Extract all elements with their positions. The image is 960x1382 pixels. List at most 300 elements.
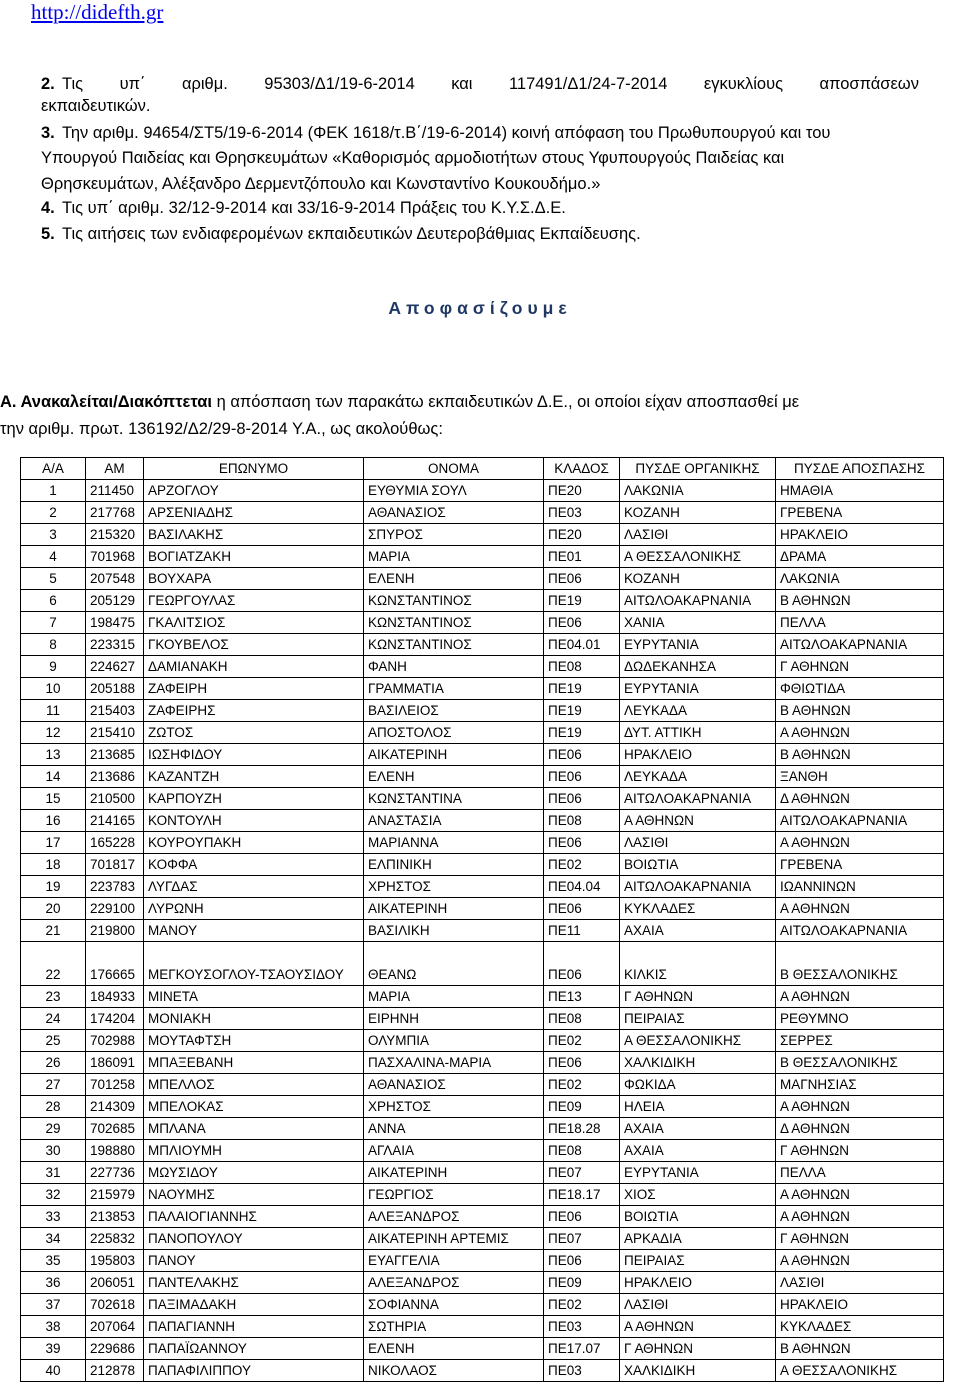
- table-cell: 10: [21, 678, 86, 700]
- table-cell: ΧΑΝΙΑ: [620, 612, 776, 634]
- item-2-line-2: εκπαιδευτικών.: [41, 97, 151, 115]
- table-cell: Α ΑΘΗΝΩΝ: [620, 1316, 776, 1338]
- table-cell: 22: [21, 942, 86, 986]
- table-cell: ΠΕΛΛΑ: [776, 612, 944, 634]
- table-cell: 6: [21, 590, 86, 612]
- table-cell: 702988: [86, 1030, 144, 1052]
- table-cell: ΒΑΣΙΛΑΚΗΣ: [144, 524, 364, 546]
- table-cell: ΙΩΑΝΝΙΝΩΝ: [776, 876, 944, 898]
- table-cell: 33: [21, 1206, 86, 1228]
- table-cell: Α ΑΘΗΝΩΝ: [776, 1250, 944, 1272]
- section-a-line-2: την αριθμ. πρωτ. 136192/Δ2/29-8-2014 Υ.Α., ως ακολούθως:: [0, 420, 443, 438]
- table-cell: Γ ΑΘΗΝΩΝ: [620, 986, 776, 1008]
- table-cell: ΠΕ19: [544, 700, 620, 722]
- table-cell: 213686: [86, 766, 144, 788]
- table-cell: ΜΠΑΞΕΒΑΝΗ: [144, 1052, 364, 1074]
- table-row: [21, 1250, 944, 1272]
- item-2-word: αποσπάσεων: [819, 75, 919, 93]
- table-cell: ΑΙΚΑΤΕΡΙΝΗ: [364, 898, 544, 920]
- table-cell: ΑΧΑΙΑ: [620, 1118, 776, 1140]
- table-cell: 11: [21, 700, 86, 722]
- table-cell: ΛΑΣΙΘΙ: [776, 1272, 944, 1294]
- table-cell: ΠΕ20: [544, 480, 620, 502]
- table-cell: ΑΧΑΙΑ: [620, 1140, 776, 1162]
- table-cell: ΧΑΛΚΙΔΙΚΗ: [620, 1360, 776, 1382]
- item-3-line-2: Υπουργού Παιδείας και Θρησκευμάτων «Καθορισμός αρμοδιοτήτων στους Υφυπουργούς Παιδείας και: [41, 149, 785, 167]
- table-cell: ΕΛΕΝΗ: [364, 1338, 544, 1360]
- section-a-lead: Α. Ανακαλείται/Διακόπτεται: [0, 393, 213, 411]
- table-cell: 701817: [86, 854, 144, 876]
- table-cell: ΓΡΕΒΕΝΑ: [776, 502, 944, 524]
- table-cell: ΠΑΣΧΑΛΙΝΑ-ΜΑΡΙΑ: [364, 1052, 544, 1074]
- table-cell: ΛΥΓΔΑΣ: [144, 876, 364, 898]
- table-cell: ΓΕΩΡΓΟΥΛΑΣ: [144, 590, 364, 612]
- item-2-word: εγκυκλίους: [703, 75, 784, 93]
- table-row: [21, 656, 944, 678]
- table-cell: ΑΡΚΑΔΙΑ: [620, 1228, 776, 1250]
- column-header: ΠΥΣΔΕ ΟΡΓΑΝΙΚΗΣ: [620, 458, 776, 480]
- table-cell: 213685: [86, 744, 144, 766]
- item-2-line-1: [62, 73, 919, 95]
- table-cell: ΧΙΟΣ: [620, 1184, 776, 1206]
- table-cell: ΛΑΣΙΘΙ: [620, 1294, 776, 1316]
- item-4-text: Τις υπ΄ αριθμ. 32/12-9-2014 και 33/16-9-2014 Πράξεις του Κ.Υ.Σ.Δ.Ε.: [62, 199, 566, 217]
- table-cell: 32: [21, 1184, 86, 1206]
- table-cell: ΠΕ18.28: [544, 1118, 620, 1140]
- table-cell: ΠΕ02: [544, 1074, 620, 1096]
- table-row: [21, 1052, 944, 1074]
- item-3-line-1: Την αριθμ. 94654/ΣΤ5/19-6-2014 (ΦΕΚ 1618/τ.Β΄/19-6-2014) κοινή απόφαση του Πρωθυπουργού και του: [62, 124, 831, 142]
- table-row: [21, 1162, 944, 1184]
- table-cell: ΛΕΥΚΑΔΑ: [620, 700, 776, 722]
- header-link[interactable]: http://didefth.gr: [31, 0, 164, 24]
- table-cell: ΕΛΠΙΝΙΚΗ: [364, 854, 544, 876]
- table-cell: 215403: [86, 700, 144, 722]
- table-cell: 214165: [86, 810, 144, 832]
- item-2-word: αριθμ.: [181, 75, 228, 93]
- table-cell: 702618: [86, 1294, 144, 1316]
- table-cell: Α ΑΘΗΝΩΝ: [776, 1206, 944, 1228]
- table-cell: ΠΑΠΑΦΙΛΙΠΠΟΥ: [144, 1360, 364, 1382]
- table-cell: Α ΑΘΗΝΩΝ: [776, 986, 944, 1008]
- table-cell: ΠΕ11: [544, 920, 620, 942]
- table-cell: ΑΙΤΩΛΟΑΚΑΡΝΑΝΙΑ: [620, 788, 776, 810]
- table-cell: 225832: [86, 1228, 144, 1250]
- decision-heading: Αποφασίζουμε: [388, 298, 572, 318]
- table-cell: ΠΕ03: [544, 1360, 620, 1382]
- table-cell: 217768: [86, 502, 144, 524]
- table-cell: 198475: [86, 612, 144, 634]
- table-row: [21, 810, 944, 832]
- table-cell: 211450: [86, 480, 144, 502]
- table-cell: ΕΛΕΝΗ: [364, 766, 544, 788]
- table-cell: 21: [21, 920, 86, 942]
- section-a-line-1: [0, 391, 799, 413]
- table-cell: ΛΑΚΩΝΙΑ: [776, 568, 944, 590]
- table-cell: ΔΥΤ. ΑΤΤΙΚΗ: [620, 722, 776, 744]
- table-cell: ΜΑΡΙΑ: [364, 986, 544, 1008]
- table-row: [21, 1228, 944, 1250]
- table-cell: 9: [21, 656, 86, 678]
- table-cell: Α ΑΘΗΝΩΝ: [776, 1096, 944, 1118]
- table-cell: ΠΑΠΑΓΙΑΝΝΗ: [144, 1316, 364, 1338]
- table-cell: ΠΕ08: [544, 810, 620, 832]
- table-cell: ΣΟΦΙΑΝΝΑ: [364, 1294, 544, 1316]
- item-3-number: 3.: [41, 124, 55, 142]
- table-cell: ΒΑΣΙΛΕΙΟΣ: [364, 700, 544, 722]
- table-cell: ΑΧΑΙΑ: [620, 920, 776, 942]
- table-row: [21, 854, 944, 876]
- table-cell: ΚΟΖΑΝΗ: [620, 568, 776, 590]
- table-cell: ΜΑΡΙΑΝΝΑ: [364, 832, 544, 854]
- table-cell: 14: [21, 766, 86, 788]
- table-cell: 30: [21, 1140, 86, 1162]
- item-2-word: 117491/Δ1/24-7-2014: [508, 75, 668, 93]
- table-cell: ΚΩΝΣΤΑΝΤΙΝΟΣ: [364, 590, 544, 612]
- table-cell: ΜΠΛΙΟΥΜΗ: [144, 1140, 364, 1162]
- table-cell: ΠΕ09: [544, 1272, 620, 1294]
- table-cell: ΧΑΛΚΙΔΙΚΗ: [620, 1052, 776, 1074]
- table-cell: ΠΕ03: [544, 502, 620, 524]
- table-cell: ΒΑΣΙΛΙΚΗ: [364, 920, 544, 942]
- table-cell: ΠΕ02: [544, 854, 620, 876]
- table-cell: 39: [21, 1338, 86, 1360]
- table-cell: ΑΡΖΟΓΛΟΥ: [144, 480, 364, 502]
- table-cell: ΚΟΝΤΟΥΛΗ: [144, 810, 364, 832]
- table-row: [21, 766, 944, 788]
- table-cell: 34: [21, 1228, 86, 1250]
- table-cell: ΒΟΙΩΤΙΑ: [620, 1206, 776, 1228]
- table-cell: ΚΩΝΣΤΑΝΤΙΝΑ: [364, 788, 544, 810]
- table-cell: ΠΕ06: [544, 1052, 620, 1074]
- table-cell: ΓΕΩΡΓΙΟΣ: [364, 1184, 544, 1206]
- table-cell: ΔΩΔΕΚΑΝΗΣΑ: [620, 656, 776, 678]
- table-cell: ΠΕ06: [544, 1250, 620, 1272]
- table-cell: ΠΕ04.01: [544, 634, 620, 656]
- table-cell: 7: [21, 612, 86, 634]
- item-2-word: και: [451, 75, 473, 93]
- table-cell: ΠΕ04.04: [544, 876, 620, 898]
- table-cell: Γ ΑΘΗΝΩΝ: [776, 1228, 944, 1250]
- table-row: [21, 1096, 944, 1118]
- table-cell: Γ ΑΘΗΝΩΝ: [776, 1140, 944, 1162]
- table-cell: 207064: [86, 1316, 144, 1338]
- table-cell: 229686: [86, 1338, 144, 1360]
- table-cell: ΠΕ08: [544, 1008, 620, 1030]
- table-cell: 31: [21, 1162, 86, 1184]
- table-cell: 198880: [86, 1140, 144, 1162]
- table-cell: ΖΩΤΟΣ: [144, 722, 364, 744]
- table-row: [21, 1338, 944, 1360]
- table-cell: Β ΑΘΗΝΩΝ: [776, 590, 944, 612]
- table-cell: 29: [21, 1118, 86, 1140]
- table-cell: 13: [21, 744, 86, 766]
- table-row: [21, 1184, 944, 1206]
- table-cell: 219800: [86, 920, 144, 942]
- table-cell: ΕΥΑΓΓΕΛΙΑ: [364, 1250, 544, 1272]
- table-row: [21, 1118, 944, 1140]
- table-cell: ΜΟΥΤΑΦΤΣΗ: [144, 1030, 364, 1052]
- table-row: [21, 722, 944, 744]
- table-cell: Δ ΑΘΗΝΩΝ: [776, 1118, 944, 1140]
- table-cell: 214309: [86, 1096, 144, 1118]
- table-cell: ΜΑΓΝΗΣΙΑΣ: [776, 1074, 944, 1096]
- table-cell: ΓΡΑΜΜΑΤΙΑ: [364, 678, 544, 700]
- table-cell: Β ΑΘΗΝΩΝ: [776, 700, 944, 722]
- table-cell: ΗΡΑΚΛΕΙΟ: [620, 744, 776, 766]
- table-cell: ΚΙΛΚΙΣ: [620, 942, 776, 986]
- column-header: ΚΛΑΔΟΣ: [544, 458, 620, 480]
- table-row: [21, 942, 944, 986]
- table-cell: ΧΡΗΣΤΟΣ: [364, 876, 544, 898]
- table-cell: Β ΑΘΗΝΩΝ: [776, 744, 944, 766]
- table-cell: ΠΕ17.07: [544, 1338, 620, 1360]
- table-cell: Α ΑΘΗΝΩΝ: [776, 898, 944, 920]
- table-cell: ΑΝΑΣΤΑΣΙΑ: [364, 810, 544, 832]
- table-cell: 227736: [86, 1162, 144, 1184]
- table-row: [21, 1272, 944, 1294]
- table-cell: 36: [21, 1272, 86, 1294]
- table-cell: ΠΕ06: [544, 832, 620, 854]
- table-cell: 215979: [86, 1184, 144, 1206]
- table-cell: 215320: [86, 524, 144, 546]
- table-row: [21, 502, 944, 524]
- table-cell: ΠΕ02: [544, 1030, 620, 1052]
- table-cell: ΑΡΣΕΝΙΑΔΗΣ: [144, 502, 364, 524]
- table-cell: ΑΙΤΩΛΟΑΚΑΡΝΑΝΙΑ: [776, 634, 944, 656]
- table-cell: ΠΕ20: [544, 524, 620, 546]
- table-cell: ΚΟΦΦΑ: [144, 854, 364, 876]
- column-header: ΑΜ: [86, 458, 144, 480]
- table-cell: ΠΕ06: [544, 788, 620, 810]
- table-cell: 174204: [86, 1008, 144, 1030]
- table-row: [21, 986, 944, 1008]
- table-cell: Γ ΑΘΗΝΩΝ: [620, 1338, 776, 1360]
- table-cell: ΠΕ02: [544, 1294, 620, 1316]
- table-cell: ΛΑΣΙΘΙ: [620, 832, 776, 854]
- table-cell: 26: [21, 1052, 86, 1074]
- table-cell: ΕΛΕΝΗ: [364, 568, 544, 590]
- table-cell: Α ΑΘΗΝΩΝ: [620, 810, 776, 832]
- table-cell: ΠΕ18.17: [544, 1184, 620, 1206]
- table-cell: ΓΡΕΒΕΝΑ: [776, 854, 944, 876]
- table-row: [21, 1360, 944, 1382]
- table-cell: ΟΛΥΜΠΙΑ: [364, 1030, 544, 1052]
- table-cell: 20: [21, 898, 86, 920]
- table-row: [21, 920, 944, 942]
- table-cell: 195803: [86, 1250, 144, 1272]
- table-cell: 701968: [86, 546, 144, 568]
- table-cell: 210500: [86, 788, 144, 810]
- table-cell: 206051: [86, 1272, 144, 1294]
- table-cell: ΑΙΚΑΤΕΡΙΝΗ: [364, 744, 544, 766]
- table-cell: ΠΕ06: [544, 744, 620, 766]
- teachers-table: [20, 457, 944, 1382]
- table-cell: ΜΙΝΕΤΑ: [144, 986, 364, 1008]
- table-cell: ΓΚΟΥΒΕΛΟΣ: [144, 634, 364, 656]
- table-cell: ΜΠΛΑΝΑ: [144, 1118, 364, 1140]
- table-cell: ΛΑΣΙΘΙ: [620, 524, 776, 546]
- item-4-number: 4.: [41, 199, 55, 217]
- table-cell: ΗΡΑΚΛΕΙΟ: [620, 1272, 776, 1294]
- table-cell: ΕΥΡΥΤΑΝΙΑ: [620, 678, 776, 700]
- table-cell: 1: [21, 480, 86, 502]
- item-5-number: 5.: [41, 225, 55, 243]
- table-cell: ΠΕ07: [544, 1228, 620, 1250]
- item-3-line-3: Θρησκευμάτων, Αλέξανδρο Δερμεντζόπουλο και Κωνσταντίνο Κουκουδήμο.»: [41, 175, 601, 193]
- table-cell: Γ ΑΘΗΝΩΝ: [776, 656, 944, 678]
- table-cell: 224627: [86, 656, 144, 678]
- table-row: [21, 568, 944, 590]
- item-2-number: 2.: [41, 75, 55, 93]
- table-cell: ΗΡΑΚΛΕΙΟ: [776, 524, 944, 546]
- table-cell: 19: [21, 876, 86, 898]
- table-row: [21, 546, 944, 568]
- table-cell: ΑΘΑΝΑΣΙΟΣ: [364, 1074, 544, 1096]
- table-row: [21, 1316, 944, 1338]
- table-cell: ΑΘΑΝΑΣΙΟΣ: [364, 502, 544, 524]
- table-cell: Α ΑΘΗΝΩΝ: [776, 722, 944, 744]
- table-row: [21, 678, 944, 700]
- table-cell: ΜΟΝΙΑΚΗ: [144, 1008, 364, 1030]
- table-row: [21, 700, 944, 722]
- table-cell: ΖΑΦΕΙΡΗΣ: [144, 700, 364, 722]
- table-cell: ΠΕΛΛΑ: [776, 1162, 944, 1184]
- table-cell: ΠΕ08: [544, 656, 620, 678]
- item-2-word: Τις: [62, 75, 84, 93]
- item-2-word: 95303/Δ1/19-6-2014: [264, 75, 415, 93]
- column-header: ΕΠΩΝΥΜΟ: [144, 458, 364, 480]
- table-cell: ΠΕ06: [544, 898, 620, 920]
- table-cell: 8: [21, 634, 86, 656]
- table-cell: 205129: [86, 590, 144, 612]
- table-row: [21, 832, 944, 854]
- table-cell: ΕΙΡΗΝΗ: [364, 1008, 544, 1030]
- table-cell: ΠΕ03: [544, 1316, 620, 1338]
- table-cell: ΠΕ06: [544, 766, 620, 788]
- table-cell: ΕΥΡΥΤΑΝΙΑ: [620, 634, 776, 656]
- table-cell: 701258: [86, 1074, 144, 1096]
- table-cell: ΠΕ07: [544, 1162, 620, 1184]
- table-cell: ΦΘΙΩΤΙΔΑ: [776, 678, 944, 700]
- table-row: [21, 898, 944, 920]
- table-cell: ΠΑΛΑΙΟΓΙΑΝΝΗΣ: [144, 1206, 364, 1228]
- table-cell: ΠΕ19: [544, 590, 620, 612]
- table-cell: ΑΙΤΩΛΟΑΚΑΡΝΑΝΙΑ: [776, 810, 944, 832]
- table-cell: ΔΑΜΙΑΝΑΚΗ: [144, 656, 364, 678]
- table-cell: ΓΚΑΛΙΤΣΙΟΣ: [144, 612, 364, 634]
- table-cell: ΣΕΡΡΕΣ: [776, 1030, 944, 1052]
- table-cell: 15: [21, 788, 86, 810]
- table-cell: 223315: [86, 634, 144, 656]
- table-cell: Α ΘΕΣΣΑΛΟΝΙΚΗΣ: [776, 1360, 944, 1382]
- table-cell: ΑΛΕΞΑΝΔΡΟΣ: [364, 1272, 544, 1294]
- table-cell: ΠΕ01: [544, 546, 620, 568]
- table-cell: Α ΘΕΣΣΑΛΟΝΙΚΗΣ: [620, 546, 776, 568]
- table-cell: ΑΛΕΞΑΝΔΡΟΣ: [364, 1206, 544, 1228]
- table-cell: 213853: [86, 1206, 144, 1228]
- table-cell: 16: [21, 810, 86, 832]
- table-cell: 35: [21, 1250, 86, 1272]
- table-cell: ΗΛΕΙΑ: [620, 1096, 776, 1118]
- table-cell: ΦΑΝΗ: [364, 656, 544, 678]
- table-cell: Α ΑΘΗΝΩΝ: [776, 1184, 944, 1206]
- table-cell: ΛΑΚΩΝΙΑ: [620, 480, 776, 502]
- table-cell: ΑΓΛΑΙΑ: [364, 1140, 544, 1162]
- table-row: [21, 1030, 944, 1052]
- table-cell: ΜΠΕΛΛΟΣ: [144, 1074, 364, 1096]
- table-cell: Β ΘΕΣΣΑΛΟΝΙΚΗΣ: [776, 942, 944, 986]
- table-cell: 207548: [86, 568, 144, 590]
- table-cell: ΠΑΝΟΠΟΥΛΟΥ: [144, 1228, 364, 1250]
- table-cell: ΑΙΤΩΛΟΑΚΑΡΝΑΝΙΑ: [620, 876, 776, 898]
- table-cell: ΠΑΞΙΜΑΔΑΚΗ: [144, 1294, 364, 1316]
- table-cell: ΑΙΚΑΤΕΡΙΝΗ: [364, 1162, 544, 1184]
- table-cell: ΠΕ06: [544, 568, 620, 590]
- table-cell: 40: [21, 1360, 86, 1382]
- table-row: [21, 590, 944, 612]
- table-cell: 17: [21, 832, 86, 854]
- table-cell: ΛΥΡΩΝΗ: [144, 898, 364, 920]
- table-cell: ΛΕΥΚΑΔΑ: [620, 766, 776, 788]
- table-cell: ΕΥΘΥΜΙΑ ΣΟΥΛ: [364, 480, 544, 502]
- table-cell: ΠΕ08: [544, 1140, 620, 1162]
- table-cell: ΠΕ13: [544, 986, 620, 1008]
- table-cell: ΗΜΑΘΙΑ: [776, 480, 944, 502]
- table-cell: ΑΙΤΩΛΟΑΚΑΡΝΑΝΙΑ: [776, 920, 944, 942]
- table-cell: ΚΩΝΣΤΑΝΤΙΝΟΣ: [364, 634, 544, 656]
- table-cell: ΠΑΝΟΥ: [144, 1250, 364, 1272]
- table-cell: 2: [21, 502, 86, 524]
- table-cell: ΜΩΥΣΙΔΟΥ: [144, 1162, 364, 1184]
- table-cell: ΠΕΙΡΑΙΑΣ: [620, 1008, 776, 1030]
- column-header: ΟΝΟΜΑ: [364, 458, 544, 480]
- table-cell: 186091: [86, 1052, 144, 1074]
- table-cell: 23: [21, 986, 86, 1008]
- table-row: [21, 634, 944, 656]
- table-cell: 4: [21, 546, 86, 568]
- table-cell: 184933: [86, 986, 144, 1008]
- table-cell: ΔΡΑΜΑ: [776, 546, 944, 568]
- table-row: [21, 876, 944, 898]
- table-cell: ΧΡΗΣΤΟΣ: [364, 1096, 544, 1118]
- table-cell: ΜΕΓΚΟΥΣΟΓΛΟΥ-ΤΣΑΟΥΣΙΔΟΥ: [144, 942, 364, 986]
- table-cell: ΝΙΚΟΛΑΟΣ: [364, 1360, 544, 1382]
- column-header: Α/Α: [21, 458, 86, 480]
- table-cell: ΠΕ06: [544, 942, 620, 986]
- table-cell: Β ΑΘΗΝΩΝ: [776, 1338, 944, 1360]
- table-cell: 176665: [86, 942, 144, 986]
- table-cell: ΚΟΥΡΟΥΠΑΚΗ: [144, 832, 364, 854]
- table-cell: ΗΡΑΚΛΕΙΟ: [776, 1294, 944, 1316]
- table-cell: Α ΘΕΣΣΑΛΟΝΙΚΗΣ: [620, 1030, 776, 1052]
- table-cell: ΕΥΡΥΤΑΝΙΑ: [620, 1162, 776, 1184]
- table-row: [21, 1074, 944, 1096]
- table-cell: ΖΑΦΕΙΡΗ: [144, 678, 364, 700]
- table-cell: ΙΩΣΗΦΙΔΟΥ: [144, 744, 364, 766]
- table-row: [21, 1206, 944, 1228]
- table-cell: ΒΟΓΙΑΤΖΑΚΗ: [144, 546, 364, 568]
- table-cell: ΑΠΟΣΤΟΛΟΣ: [364, 722, 544, 744]
- table-cell: ΠΕ19: [544, 722, 620, 744]
- table-cell: Α ΑΘΗΝΩΝ: [776, 832, 944, 854]
- table-cell: ΚΥΚΛΑΔΕΣ: [620, 898, 776, 920]
- table-cell: 223783: [86, 876, 144, 898]
- table-cell: 25: [21, 1030, 86, 1052]
- table-cell: 205188: [86, 678, 144, 700]
- table-cell: Δ ΑΘΗΝΩΝ: [776, 788, 944, 810]
- table-cell: 215410: [86, 722, 144, 744]
